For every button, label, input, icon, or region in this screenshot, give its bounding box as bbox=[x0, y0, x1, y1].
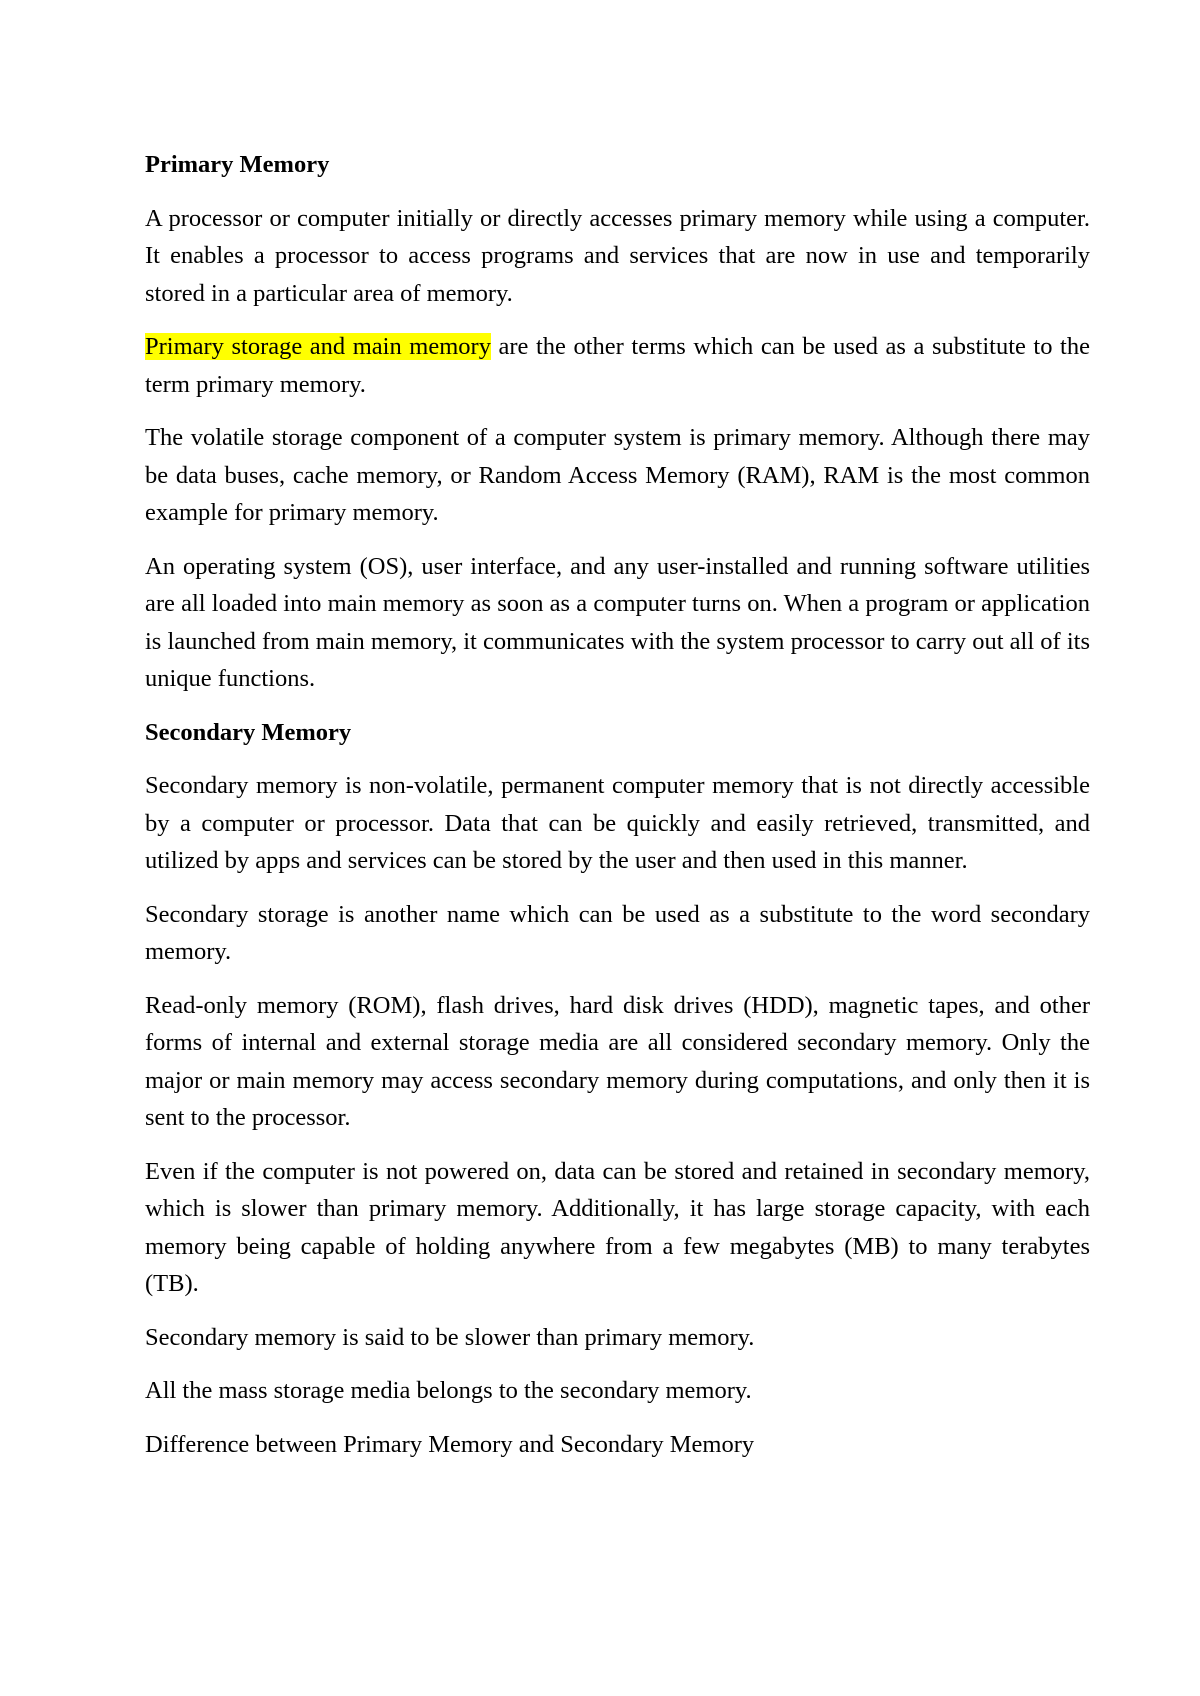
paragraph-2-rest: are the other terms which can be used as a substitute to the term primary memory. bbox=[145, 333, 1090, 398]
paragraph-5: Secondary memory is non-volatile, permanent computer memory that is not directly accessible by a computer or processor. Data that can be quickly and easily retrieved, transmitted, and utilized by apps and services can be stored by the user and then used in this manner. bbox=[145, 772, 1090, 874]
paragraph-10: All the mass storage media belongs to the secondary memory. bbox=[145, 1377, 752, 1404]
paragraph-7: Read-only memory (ROM), flash drives, hard disk drives (HDD), magnetic tapes, and other forms of internal and external storage media are all considered secondary memory. Only the major or main memory may access secondary memory during computations, and only then it is sent to the processor. bbox=[145, 991, 1090, 1131]
paragraph-4: An operating system (OS), user interface, and any user-installed and running software utilities are all loaded into main memory as soon as a computer turns on. When a program or application is launched from main memory, it communicates with the system processor to carry out all of its unique functions. bbox=[145, 552, 1090, 692]
highlighted-text: Primary storage and main memory bbox=[145, 333, 491, 360]
paragraph-2 bbox=[145, 328, 1090, 403]
paragraph-3: The volatile storage component of a computer system is primary memory. Although there may be data buses, cache memory, or Random Access Memory (RAM), RAM is the most common example for primary memory. bbox=[145, 424, 1090, 526]
paragraph-6: Secondary storage is another name which can be used as a substitute to the word secondary memory. bbox=[145, 900, 1090, 965]
paragraph-11: Difference between Primary Memory and Secondary Memory bbox=[145, 1430, 755, 1458]
heading-secondary-memory: Secondary Memory bbox=[145, 718, 352, 746]
paragraph-1: A processor or computer initially or directly accesses primary memory while using a computer. It enables a processor to access programs and services that are now in use and temporarily stored in a particular area of memory. bbox=[145, 204, 1090, 307]
heading-primary-memory: Primary Memory bbox=[145, 151, 330, 178]
paragraph-9: Secondary memory is said to be slower than primary memory. bbox=[145, 1323, 755, 1351]
document-body bbox=[145, 146, 1090, 1479]
paragraph-8: Even if the computer is not powered on, data can be stored and retained in secondary memory, which is slower than primary memory. Additionally, it has large storage capacity, with each memory being capable of holding anywhere from a few megabytes (MB) to many terabytes (TB). bbox=[145, 1157, 1090, 1297]
